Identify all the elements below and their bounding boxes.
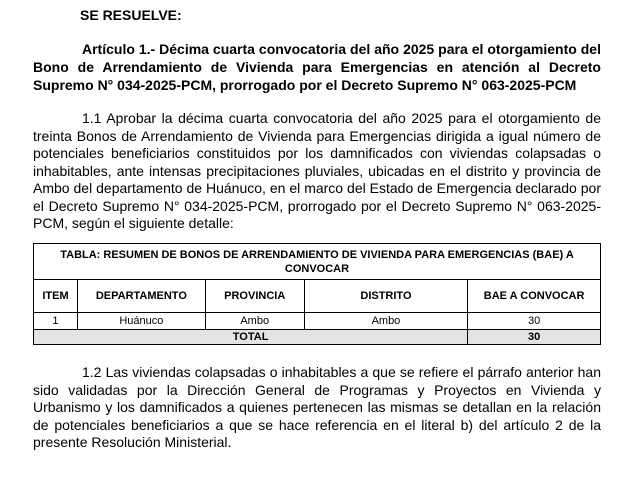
- cell-bae: 30: [468, 313, 601, 330]
- paragraph-1-2: 1.2 Las viviendas colapsadas o inhabitables a que se refiere el párrafo anterior han sido validadas por la Dirección General de Programas y Proyectos en Vivienda y Urbanismo y los damnificados a quienes pertenecen las mismas se detallan en la relación de potenciales beneficiarios a que se hace referencia en el literal b) del artículo 2 de la presente Resolución Ministerial.: [33, 364, 601, 450]
- paragraph-1-1: 1.1 Aprobar la décima cuarta convocatoria del año 2025 para el otorgamiento de treinta Bonos de Arrendamiento de Vivienda para Emergencias dirigida a igual número de potenciales beneficiarios constituidos por los damnificados con viviendas colapsadas o inhabitables, ante intensas precipitaciones pluviales, ubicadas en el distrito y provincia de Ambo del departamento de Huánuco, en el marco del Estado de Emergencia declarado por el Decreto Supremo N° 034-2025-PCM, prorrogado por el Decreto Supremo N° 063-2025-PCM, según el siguiente detalle:: [33, 110, 601, 231]
- cell-departamento: Huánuco: [77, 313, 205, 330]
- summary-table: [33, 243, 601, 345]
- cell-provincia: Ambo: [205, 313, 304, 330]
- header-item: ITEM: [34, 280, 78, 313]
- header-provincia: PROVINCIA: [205, 280, 304, 313]
- header-distrito: DISTRITO: [304, 280, 468, 313]
- header-bae-a-convocar: BAE A CONVOCAR: [468, 280, 601, 313]
- total-value: 30: [468, 330, 601, 345]
- header-departamento: DEPARTAMENTO: [77, 280, 205, 313]
- total-label: TOTAL: [34, 330, 468, 345]
- table-title: TABLA: RESUMEN DE BONOS DE ARRENDAMIENTO DE VIVIENDA PARA EMERGENCIAS (BAE) A CONVOCAR: [34, 244, 601, 280]
- table-row: [34, 313, 601, 330]
- total-row: [34, 330, 601, 345]
- cell-item: 1: [34, 313, 78, 330]
- resolution-heading: SE RESUELVE:: [80, 7, 182, 23]
- article-title: Artículo 1.- Décima cuarta convocatoria del año 2025 para el otorgamiento del Bono de Arrendamiento de Vivienda para Emergencias en atención al Decreto Supremo N° 034-2025-PCM, prorrogado por el Decreto Supremo N° 063-2025-PCM: [33, 41, 601, 93]
- cell-distrito: Ambo: [304, 313, 468, 330]
